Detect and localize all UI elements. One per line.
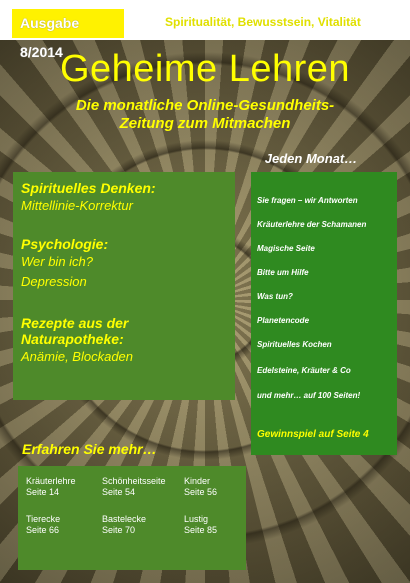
monthly-item: Magische Seite xyxy=(257,244,315,253)
index-page: Seite 66 xyxy=(26,525,60,535)
index-panel xyxy=(18,466,246,570)
issue-badge: Ausgabe 8/2014 xyxy=(12,9,124,38)
index-entry-bastelecke xyxy=(102,514,146,536)
subtitle-line-2: Zeitung zum Mitmachen xyxy=(119,115,291,132)
index-name: Schönheitsseite xyxy=(102,476,166,486)
feature-heading: Psychologie: xyxy=(21,236,109,252)
monthly-item: Kräuterlehre der Schamanen xyxy=(257,220,367,229)
index-name: Kräuterlehre xyxy=(26,476,76,486)
index-entry-tierecke xyxy=(26,514,60,536)
magazine-title: Geheime Lehren xyxy=(59,48,351,90)
feature-spiritual xyxy=(21,180,156,216)
feature-line: Anämie, Blockaden xyxy=(21,349,134,364)
index-entry-lustig xyxy=(184,514,217,536)
index-entry-kraeuterlehre xyxy=(26,476,76,498)
feature-heading-2: Naturapotheke: xyxy=(21,331,124,347)
monthly-item: Edelsteine, Kräuter & Co xyxy=(257,366,351,375)
more-heading: Erfahren Sie mehr… xyxy=(22,441,157,457)
index-entry-kinder xyxy=(184,476,217,498)
monthly-heading: Jeden Monat… xyxy=(264,151,358,166)
feature-line: Wer bin ich? xyxy=(21,254,94,269)
index-entry-schoenheitsseite xyxy=(102,476,166,498)
index-page: Seite 56 xyxy=(184,487,218,497)
monthly-item: Was tun? xyxy=(257,292,293,301)
feature-recipes xyxy=(21,315,133,367)
index-page: Seite 70 xyxy=(102,525,136,535)
feature-heading: Rezepte aus der xyxy=(21,315,129,331)
monthly-panel xyxy=(251,172,397,455)
monthly-item: Sie fragen – wir Antworten xyxy=(257,196,358,205)
monthly-item: Bitte um Hilfe xyxy=(257,268,309,277)
index-name: Tierecke xyxy=(26,514,61,524)
index-name: Lustig xyxy=(184,514,209,524)
feature-heading: Spirituelles Denken: xyxy=(21,180,156,196)
index-page: Seite 14 xyxy=(26,487,60,497)
monthly-item: und mehr… auf 100 Seiten! xyxy=(257,391,361,400)
feature-panel xyxy=(13,172,235,400)
contest-note: Gewinnspiel auf Seite 4 xyxy=(257,429,369,440)
index-page: Seite 85 xyxy=(184,525,218,535)
monthly-item: Spirituelles Kochen xyxy=(257,340,332,349)
index-name: Kinder xyxy=(184,476,211,486)
feature-psychology xyxy=(21,236,108,292)
feature-line: Depression xyxy=(21,274,87,289)
subtitle xyxy=(0,97,410,133)
subtitle-line-1: Die monatliche Online-Gesundheits- xyxy=(75,97,335,114)
monthly-item: Planetencode xyxy=(257,316,310,325)
tagline: Spiritualität, Bewusstsein, Vitalität xyxy=(165,15,361,29)
feature-line: Mittellinie-Korrektur xyxy=(21,198,133,213)
top-bar xyxy=(0,0,410,60)
index-name: Bastelecke xyxy=(102,514,147,524)
index-page: Seite 54 xyxy=(102,487,136,497)
